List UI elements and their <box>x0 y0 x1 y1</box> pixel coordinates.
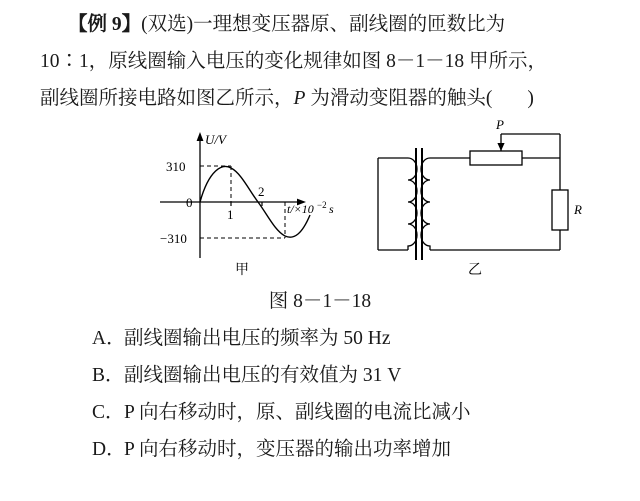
graph-x-axis-label: t/×10 <box>287 202 314 216</box>
graph-sub-caption: 甲 <box>235 263 249 278</box>
choice-d-text: P 向右移动时，变压器的输出功率增加 <box>124 439 451 460</box>
problem-line-2-text: 10∶1，原线圈输入电压的变化规律如图 8－1－18 甲所示， <box>40 51 548 72</box>
problem-line-3-text-b: 为滑动变阻器的触头( <box>305 88 493 109</box>
choice-d-marker: D． <box>92 439 126 460</box>
problem-line-1-text: 一理想变压器原、副线圈的匝数比为 <box>193 14 506 35</box>
problem-line-3 <box>40 80 602 117</box>
graph-y-axis-label: U/V <box>205 132 226 147</box>
choice-c-text: P 向右移动时，原、副线圈的电流比减小 <box>124 402 471 423</box>
choice-b-text: 副线圈输出电压的有效值为 31 V <box>124 365 402 386</box>
choice-a-text: 副线圈输出电压的频率为 50 Hz <box>124 328 391 349</box>
slider-symbol-inline: P <box>293 88 306 109</box>
graph-origin-label: 0 <box>186 195 193 210</box>
choice-d[interactable] <box>40 431 602 468</box>
choice-c[interactable] <box>40 394 602 431</box>
figure-caption: 图 8－1－18 <box>268 291 372 312</box>
figure-area <box>0 117 640 280</box>
problem-statement <box>40 6 602 117</box>
choice-b-marker: B． <box>92 365 125 386</box>
graph-x-tick-2: 2 <box>258 184 265 199</box>
slider-label: P <box>496 117 504 132</box>
graph-y-tick-top: 310 <box>166 159 186 174</box>
figure-svg <box>0 117 640 280</box>
problem-line-3-text-a: 副线圈所接电路如图乙所示， <box>40 88 294 109</box>
graph-x-axis-exponent: −2 <box>317 200 327 210</box>
graph-y-tick-bottom: −310 <box>160 231 187 246</box>
problem-line-1 <box>40 6 602 43</box>
graph-x-axis-unit: s <box>329 202 334 216</box>
problem-line-2 <box>40 43 602 80</box>
choice-a[interactable] <box>40 320 602 357</box>
choice-c-marker: C． <box>92 402 125 423</box>
answer-blank <box>492 88 527 109</box>
problem-tag: (双选) <box>141 14 194 35</box>
example-label: 【例 9】 <box>68 14 142 35</box>
choice-a-marker: A． <box>92 328 126 349</box>
problem-line-3-text-c: ) <box>527 88 534 109</box>
circuit-yi <box>378 117 582 278</box>
choice-b[interactable] <box>40 357 602 394</box>
resistor-label: R <box>574 202 582 217</box>
graph-jia <box>160 132 334 278</box>
choice-list <box>40 320 602 468</box>
graph-x-tick-1: 1 <box>227 207 234 222</box>
circuit-sub-caption: 乙 <box>468 263 482 278</box>
